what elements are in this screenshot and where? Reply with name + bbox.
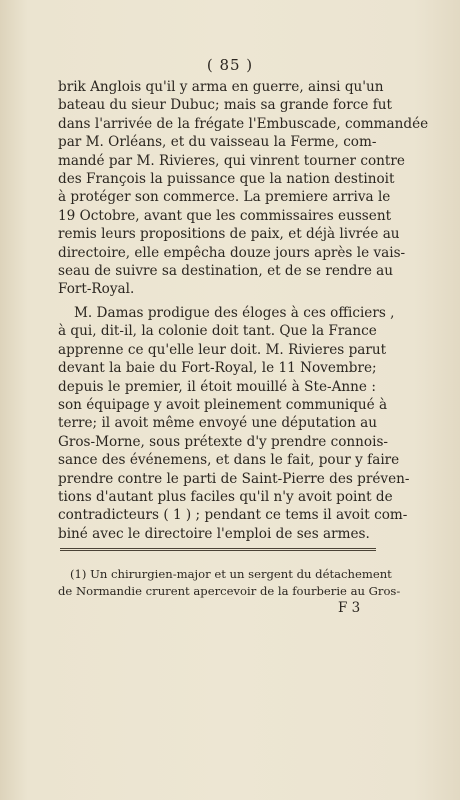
text-line: M. Damas prodigue des éloges à ces officiers , — [74, 304, 395, 321]
text-line: prendre contre le parti de Saint-Pierre des préven- — [58, 470, 410, 487]
text-line: dans l'arrivée de la frégate l'Embuscade, commandée — [58, 115, 429, 132]
text-line: contradicteurs ( 1 ) ; pendant ce tems il avoit com- — [58, 507, 408, 524]
text-line: à qui, dit-il, la colonie doit tant. Que la France — [58, 323, 377, 340]
footnote-divider — [60, 548, 376, 551]
text-line: devant la baie du Fort-Royal, le 11 Novembre; — [58, 360, 377, 377]
text-line: depuis le premier, il étoit mouillé à Ste-Anne : — [58, 378, 376, 395]
text-line: 19 Octobre, avant que les commissaires eussent — [58, 207, 392, 224]
text-line: sance des événemens, et dans le fait, pour y faire — [58, 452, 400, 469]
text-line: tions d'autant plus faciles qu'il n'y avoit point de — [58, 488, 393, 505]
footnote-line: (1) Un chirurgien-major et un sergent du détachement — [70, 567, 392, 581]
text-line: mandé par M. Rivieres, qui vinrent tourner contre — [58, 152, 405, 169]
text-line: apprenne ce qu'elle leur doit. M. Rivieres parut — [58, 341, 387, 358]
signature-mark: F 3 — [338, 600, 361, 616]
text-line: terre; il avoit même envoyé une députation au — [58, 415, 378, 432]
text-line: seau de suivre sa destination, et de se rendre au — [58, 263, 394, 280]
text-line: remis leurs propositions de paix, et déjà livrée au — [58, 226, 400, 243]
text-line: Gros-Morne, sous prétexte d'y prendre connois- — [58, 433, 389, 450]
footnote — [58, 566, 401, 599]
text-line: biné avec le directoire l'emploi de ses armes. — [58, 525, 370, 542]
text-line: son équipage y avoit pleinement communiqué à — [58, 396, 388, 413]
text-line: bateau du sieur Dubuc; mais sa grande force fut — [58, 97, 392, 114]
page-number: ( 85 ) — [206, 56, 254, 74]
body-text — [58, 78, 429, 543]
text-line: directoire, elle empêcha douze jours après le vais- — [58, 244, 406, 261]
text-line: Fort-Royal. — [58, 281, 135, 298]
footnote-line: de Normandie crurent apercevoir de la fourberie au Gros- — [58, 583, 401, 598]
text-line: des François la puissance que la nation destinoit — [58, 171, 395, 188]
text-line: à protéger son commerce. La premiere arriva le — [58, 189, 391, 206]
text-line: brik Anglois qu'il y arma en guerre, ainsi qu'un — [58, 79, 384, 95]
text-line: par M. Orléans, et du vaisseau la Ferme, com- — [58, 134, 377, 151]
